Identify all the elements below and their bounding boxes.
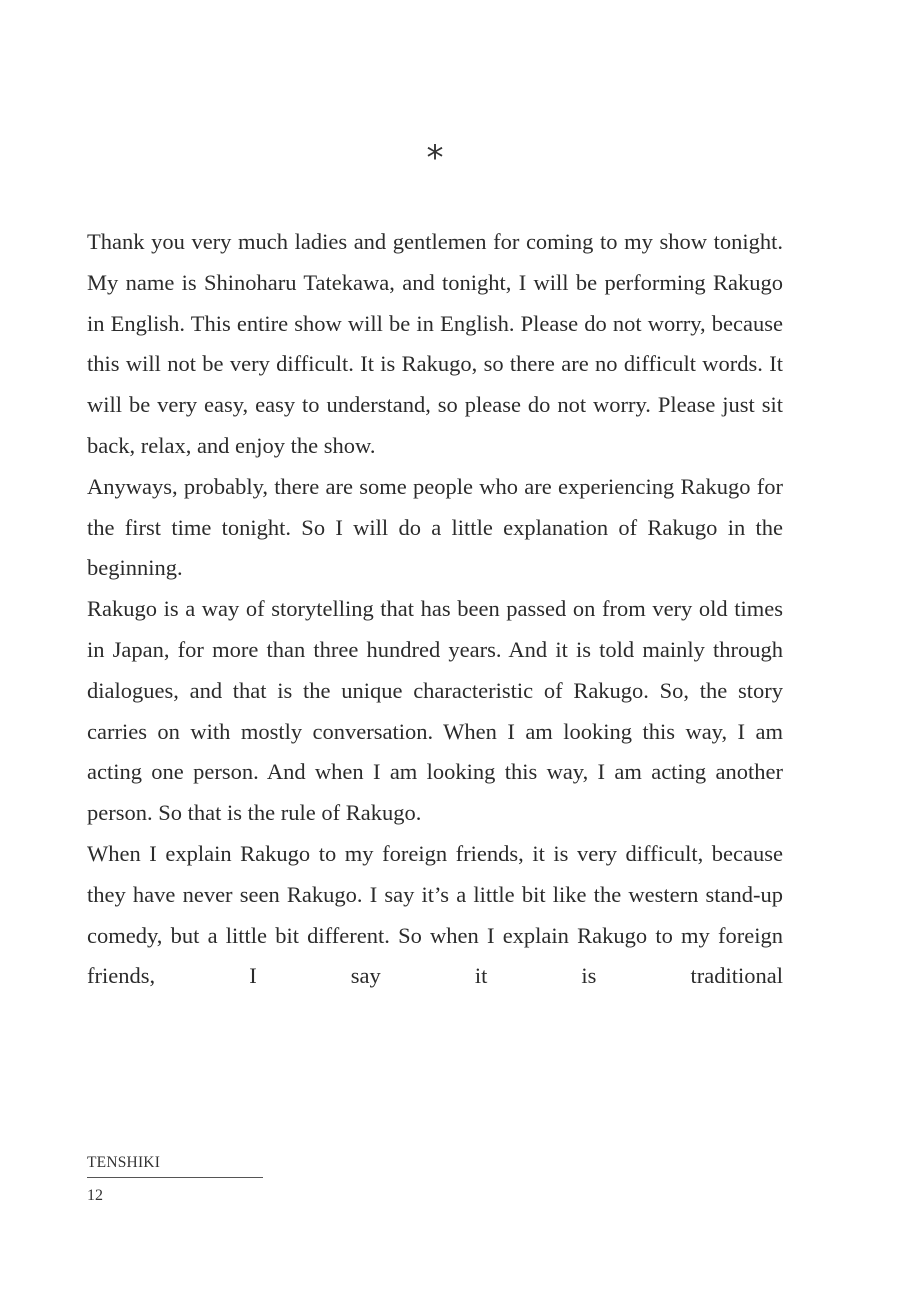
body-text (87, 222, 783, 997)
paragraph-introduction: Thank you very much ladies and gentlemen for coming to my show tonight. My name is Shinoharu Tatekawa, and tonight, I will be performing Rakugo in English. This entire show will be in English. Please do not worry, because this will not be very difficult. It is Rakugo, so there are no difficult words. It will be very easy, easy to understand, so please do not worry. Please just sit back, relax, and enjoy the show. (87, 229, 783, 458)
footer-journal-name: TENSHIKI (87, 1154, 161, 1171)
paragraph-foreign-friends: When I explain Rakugo to my foreign friends, it is very difficult, because they have never seen Rakugo. I say it’s a little bit like the western stand-up comedy, but a little bit different. So when I explain Rakugo to my foreign friends, I say it is traditional (87, 840, 783, 989)
page-number: 12 (87, 1187, 103, 1204)
paragraph-rakugo-definition: Rakugo is a way of storytelling that has been passed on from very old times in Japan, for more than three hundred years. And it is told mainly through dialogues, and that is the unique characteristic of Rakugo. So, the story carries on with mostly conversation. When I am looking this way, I am acting one person. And when I am looking this way, I am acting another person. So that is the rule of Rakugo. (87, 596, 783, 826)
footer-divider (87, 1177, 263, 1178)
section-break-asterisk: * (426, 138, 444, 178)
paragraph-first-time: Anyways, probably, there are some people who are experiencing Rakugo for the first time tonight. So I will do a little explanation of Rakugo in the beginning. (87, 473, 783, 581)
